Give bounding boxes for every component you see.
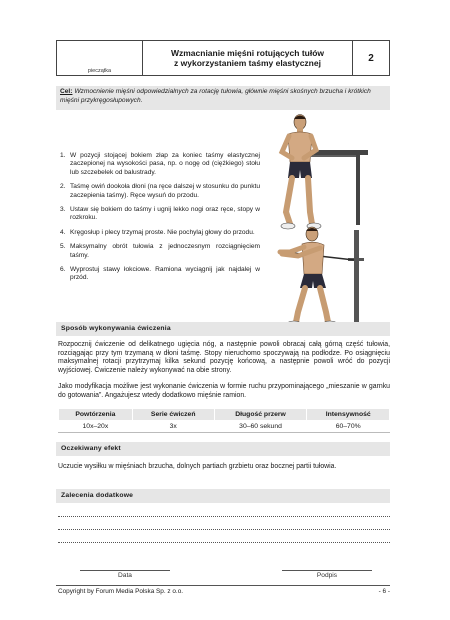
table-header-cell: Serie ćwiczeń [132, 409, 214, 421]
stamp-cell [57, 41, 143, 75]
step-item: 6. Wyprostuj stawy łokciowe. Ramiona wyciągnij jak najdalej w przód. [60, 266, 260, 282]
signature-label: Podpis [316, 572, 338, 579]
table-header-cell: Intensywność [307, 409, 390, 421]
table-cell: 30–60 sekund [214, 421, 307, 433]
signature-line[interactable] [282, 570, 372, 571]
page-number: - 6 - [378, 588, 390, 595]
table-header-cell: Długość przerw [214, 409, 307, 421]
table-header-cell: Powtórzenia [59, 409, 133, 421]
step-item: 1. W pozycji stojącej bokiem złap za koniec taśmy elastycznej zaczepionej na wysokości pasa, np. o nogę od (ciężkiego) stołu lub szczebelek od balustrady. [60, 152, 260, 176]
goal-text: Wzmocnienie mięśni odpowiedzialnych za rotację tułowia, głównie mięśni skośnych brzucha i krótkich mięśni przykręgosłupowych. [60, 88, 371, 104]
notes-line[interactable] [58, 516, 390, 517]
method-text: Rozpocznij ćwiczenie od delikatnego ugięcia nóg, a następnie powoli obracaj całą górną część tułowia, rozciągając przy tym trzymaną w dłoni taśmę. Stopy nieruchomo spoczywają na podłodze. Po osiągnięciu maksymalnej rotacji przytrzymaj kilka sekund pozycję końcową, a następnie powoli wróć do pozycji wyjściowej. Ćwiczenie należy wykonywać na obie strony. [58, 341, 390, 374]
title-line-2: z wykorzystaniem taśmy elastycznej [174, 58, 321, 68]
stamp-label: pieczątka [87, 68, 112, 74]
steps-list [60, 152, 260, 289]
table-row [59, 421, 390, 433]
header-table [56, 40, 390, 76]
title-line-1: Wzmacnianie mięśni rotujących tułów [170, 48, 325, 58]
notes-line[interactable] [58, 529, 390, 530]
section-expected-header: Oczekiwany efekt [56, 442, 390, 456]
step-item: 5. Maksymalny obrót tułowia z jednoczesnym rozciągnięciem taśmy. [60, 243, 260, 259]
exercise-illustration-rotation [262, 224, 372, 328]
exercise-parameters-table [58, 408, 390, 433]
date-line[interactable] [80, 570, 170, 571]
goal-box [56, 86, 390, 110]
exercise-title [143, 41, 353, 75]
exercise-illustration-front [270, 112, 370, 230]
method-modification-text: Jako modyfikacja możliwe jest wykonanie ćwiczenia w formie ruchu przypominającego „mieszanie w garnku do gotowania”. Angażujesz wtedy dodatkowo mięśnie ramion. [58, 383, 390, 399]
section-recommend-header: Zalecenia dodatkowe [56, 489, 390, 503]
step-item: 3. Ustaw się bokiem do taśmy i ugnij lekko nogi oraz ręce, stopy w rozkroku. [60, 206, 260, 222]
step-item: 2. Taśmę owiń dookoła dłoni (na ręce dalszej w stosunku do punktu zaczepienia taśmy). Ręce wysuń do przodu. [60, 183, 260, 199]
date-label: Data [118, 572, 132, 579]
step-item: 4. Kręgosłup i plecy trzymaj proste. Nie pochylaj głowy do przodu. [60, 228, 255, 236]
table-cell: 60–70% [307, 421, 390, 433]
table-cell: 3x [132, 421, 214, 433]
goal-label: Cel: [60, 88, 73, 95]
expected-text: Uczucie wysiłku w mięśniach brzucha, dolnych partiach grzbietu oraz bocznej partii tułowia. [58, 463, 337, 470]
footer-rule [56, 585, 390, 586]
table-header-row [59, 409, 390, 421]
section-method-header: Sposób wykonywania ćwiczenia [56, 322, 390, 336]
table-cell: 10x–20x [59, 421, 133, 433]
notes-line[interactable] [58, 542, 390, 543]
footer-copyright: Copyright by Forum Media Polska Sp. z o.o. [58, 588, 184, 595]
exercise-number: 2 [368, 52, 374, 64]
